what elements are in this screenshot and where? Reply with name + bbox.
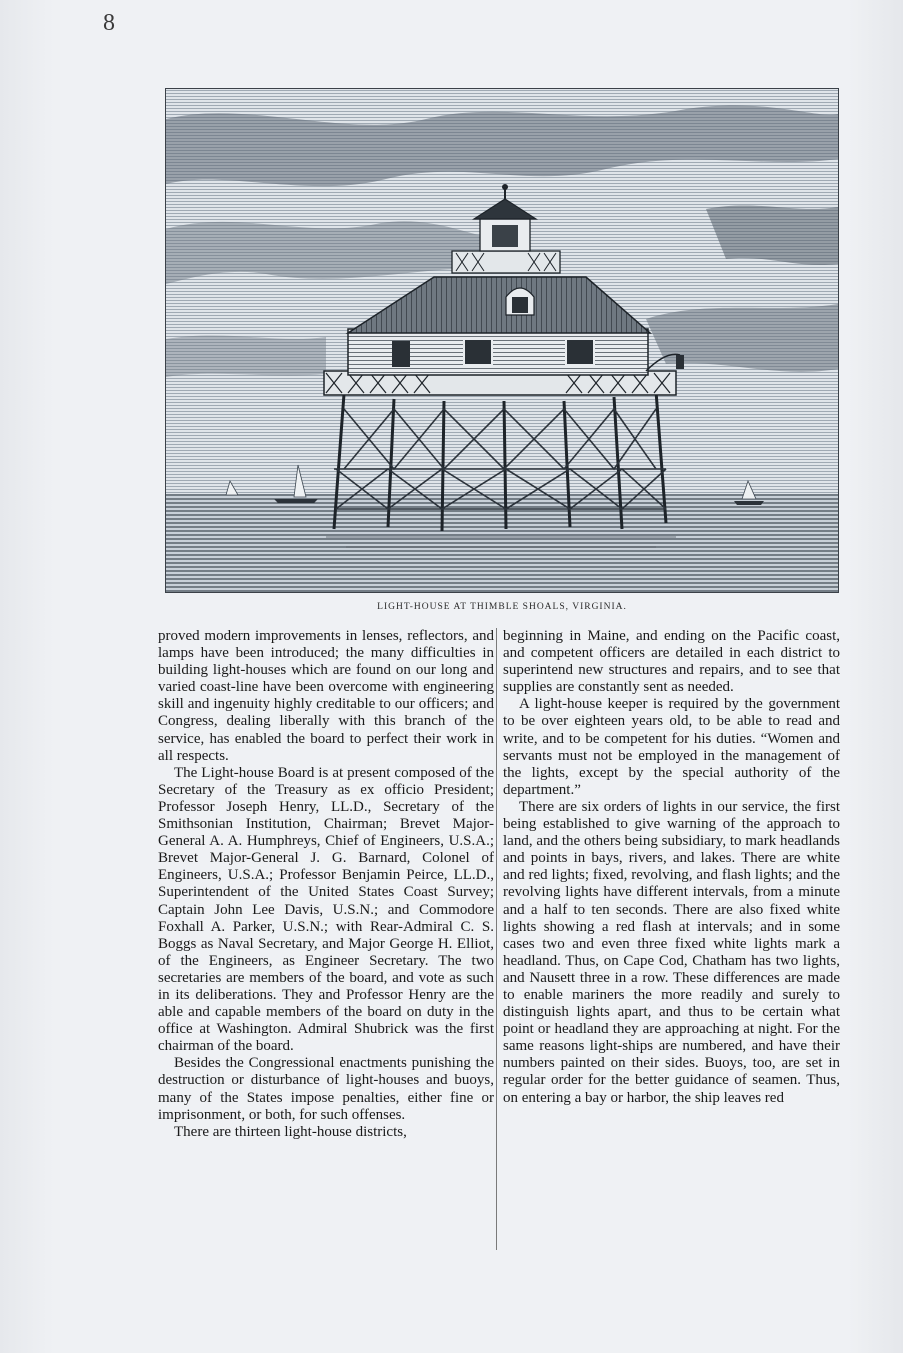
paragraph: There are thirteen light-house districts, (174, 1123, 407, 1140)
page-number: 8 (103, 10, 115, 36)
lighthouse-engraving-image (166, 89, 838, 592)
lighthouse-engraving (165, 88, 839, 593)
paragraph: There are six orders of lights in our service, the first being established to give warning of the approach to land, and the others being subsidiary, to mark headlands and points in bays, rivers, and lakes. There are white and red lights; fixed, revolving, and flash lights; and the revolving lights have different intervals, from a minute and a half to ten seconds. There are also fixed white lights showing a red flash at intervals; and in some cases two and even three fixed white lights mark a headland. Thus, on Cape Cod, Chatham has two lights, and Nausett three in a row. These differences are made to enable mariners the more readily and surely to distinguish lights apart, and thus to be certain what point or headland they are approaching at night. For the same reasons light-ships are numbered, and have their numbers painted on their sides. Buoys, too, are set in regular order for the better guidance of seamen. Thus, on entering a bay or harbor, the ship leaves red (503, 798, 840, 1106)
right-column (503, 628, 840, 1107)
left-column (158, 628, 494, 1141)
column-divider (496, 628, 497, 1250)
illustration-caption: LIGHT-HOUSE AT THIMBLE SHOALS, VIRGINIA. (377, 602, 627, 612)
paragraph: A light-house keeper is required by the government to be over eighteen years old, to be able to read and write, and to be competent for his duties. “Women and servants must not be employed in the management of the lights, except by the special authority of the department.” (503, 696, 840, 798)
paragraph: The Light-house Board is at present composed of the Secretary of the Treasury as ex officio President; Professor Joseph Henry, LL.D., Secretary of the Smithsonian Institution, Chairman; Brevet Major-General A. A. Humphreys, Chief of Engineers, U.S.A.; Brevet Major-General J. G. Barnard, Colonel of Engineers, U.S.A.; Professor Benjamin Peirce, LL.D., Superintendent of the United States Coast Survey; Captain John Lee Davis, U.S.N.; and Commodore Foxhall A. Parker, U.S.N.; with Rear-Admiral C. S. Boggs as Naval Secretary, and Major George H. Elliot, of the Engineers, as Engineer Secretary. The two secretaries are members of the board, and vote as such in its deliberations. They and Professor Henry are the able and capable members of the board on duty in the office at Washington. Admiral Shubrick was the first chairman of the board. (158, 764, 494, 1055)
paragraph: proved modern improvements in lenses, reflectors, and lamps have been introduced; the many difficulties in building light-houses which are found on our long and varied coast-line have been overcome with engineering skill and ingenuity highly creditable to our officers; and Congress, dealing liberally with this branch of the service, has enabled the board to perfect their work in all respects. (158, 628, 494, 764)
paragraph: Besides the Congressional enactments punishing the destruction or disturbance of light-houses and buoys, many of the States impose penalties, either fine or imprisonment, or both, for such offenses. (158, 1055, 494, 1123)
paragraph: beginning in Maine, and ending on the Pacific coast, and competent officers are detailed in each district to superintend new structures and repairs, and to see that supplies are constantly sent as needed. (503, 628, 840, 696)
